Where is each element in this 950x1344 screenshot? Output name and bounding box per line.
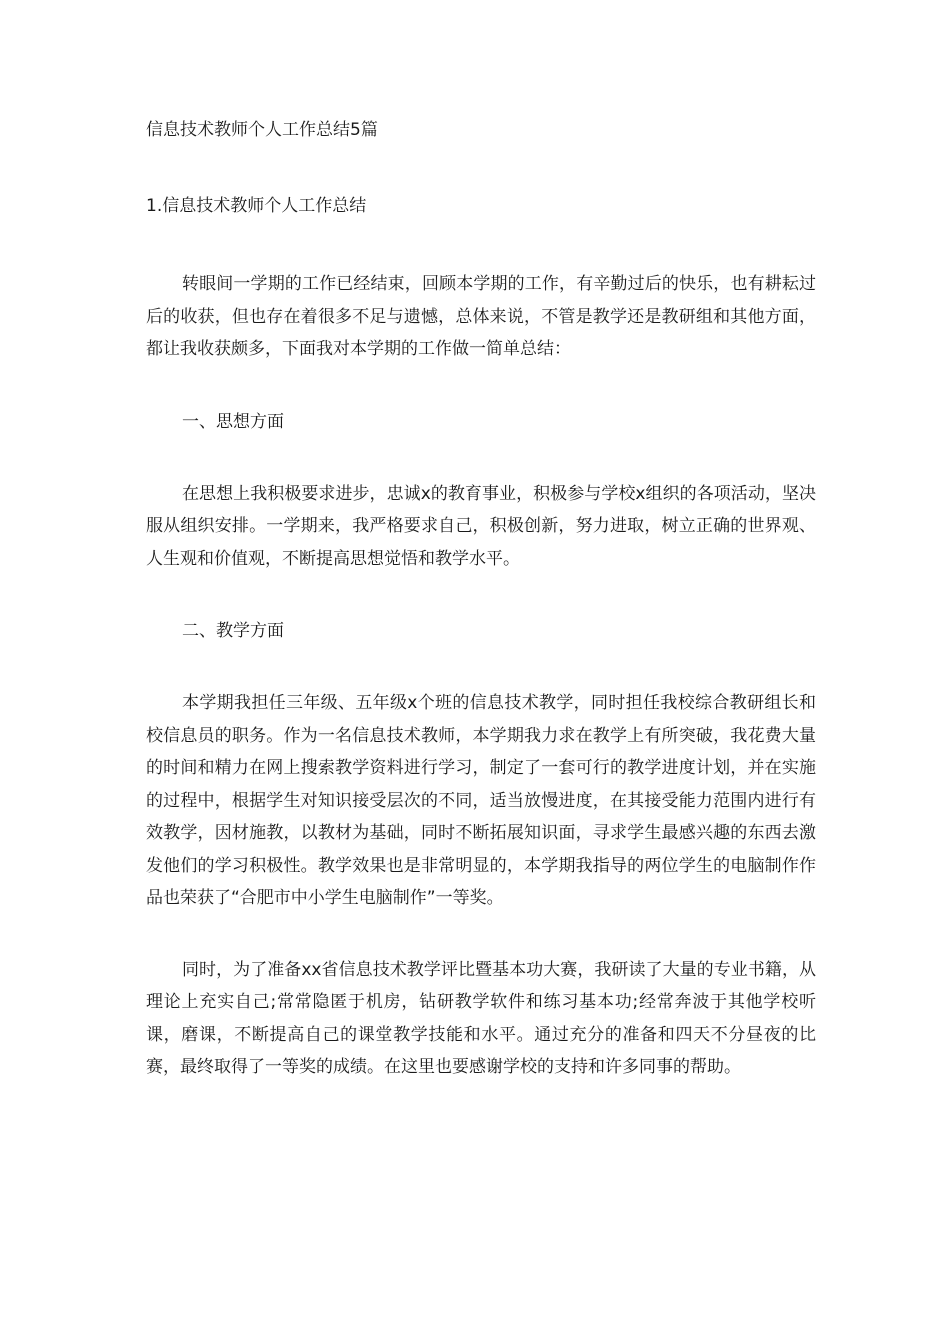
spacer — [146, 366, 816, 410]
spacer — [146, 643, 816, 687]
document-body — [146, 118, 816, 1084]
document-title: 信息技术教师个人工作总结5篇 — [146, 120, 378, 140]
teaching-paragraph: 本学期我担任三年级、五年级x个班的信息技术教学，同时担任我校综合教研组长和校信息员的职务。作为一名信息技术教师，本学期我力求在教学上有所突破，我花费大量的时间和精力在网上搜索教学资料进行学习，制定了一套可行的教学进度计划，并在实施的过程中，根据学生对知识接受层次的不同，适当放慢进度，在其接受能力范围内进行有效教学，因材施教，以教材为基础，同时不断拓展知识面，寻求学生最感兴趣的东西去激发他们的学习积极性。教学效果也是非常明显的，本学期我指导的两位学生的电脑制作作品也荣获了“合肥市中小学生电脑制作”一等奖。 — [146, 693, 816, 908]
spacer — [146, 915, 816, 954]
ideology-paragraph: 在思想上我积极要求进步，忠诚x的教育事业，积极参与学校x组织的各项活动，坚决服从组织安排。一学期来，我严格要求自己，积极创新，努力进取，树立正确的世界观、人生观和价值观，不断提高思想觉悟和教学水平。 — [146, 483, 816, 569]
spacer — [146, 218, 816, 268]
competition-paragraph: 同时，为了准备xx省信息技术教学评比暨基本功大赛，我研读了大量的专业书籍，从理论上充实自己;常常隐匿于机房，钻研教学软件和练习基本功;经常奔波于其他学校听课，磨课，不断提高自己的课堂教学技能和水平。通过充分的准备和四天不分昼夜的比赛，最终取得了一等奖的成绩。在这里也要感谢学校的支持和许多同事的帮助。 — [146, 959, 816, 1077]
section-title: 1.信息技术教师个人工作总结 — [146, 196, 367, 216]
spacer — [146, 575, 816, 619]
heading-ideology: 一、思想方面 — [182, 411, 284, 432]
spacer — [146, 434, 816, 478]
heading-teaching: 二、教学方面 — [182, 621, 284, 641]
intro-paragraph: 转眼间一学期的工作已经结束，回顾本学期的工作，有辛勤过后的快乐，也有耕耘过后的收获，但也存在着很多不足与遗憾，总体来说，不管是教学还是教研组和其他方面，都让我收获颇多，下面我对本学期的工作做一简单总结： — [146, 274, 816, 359]
